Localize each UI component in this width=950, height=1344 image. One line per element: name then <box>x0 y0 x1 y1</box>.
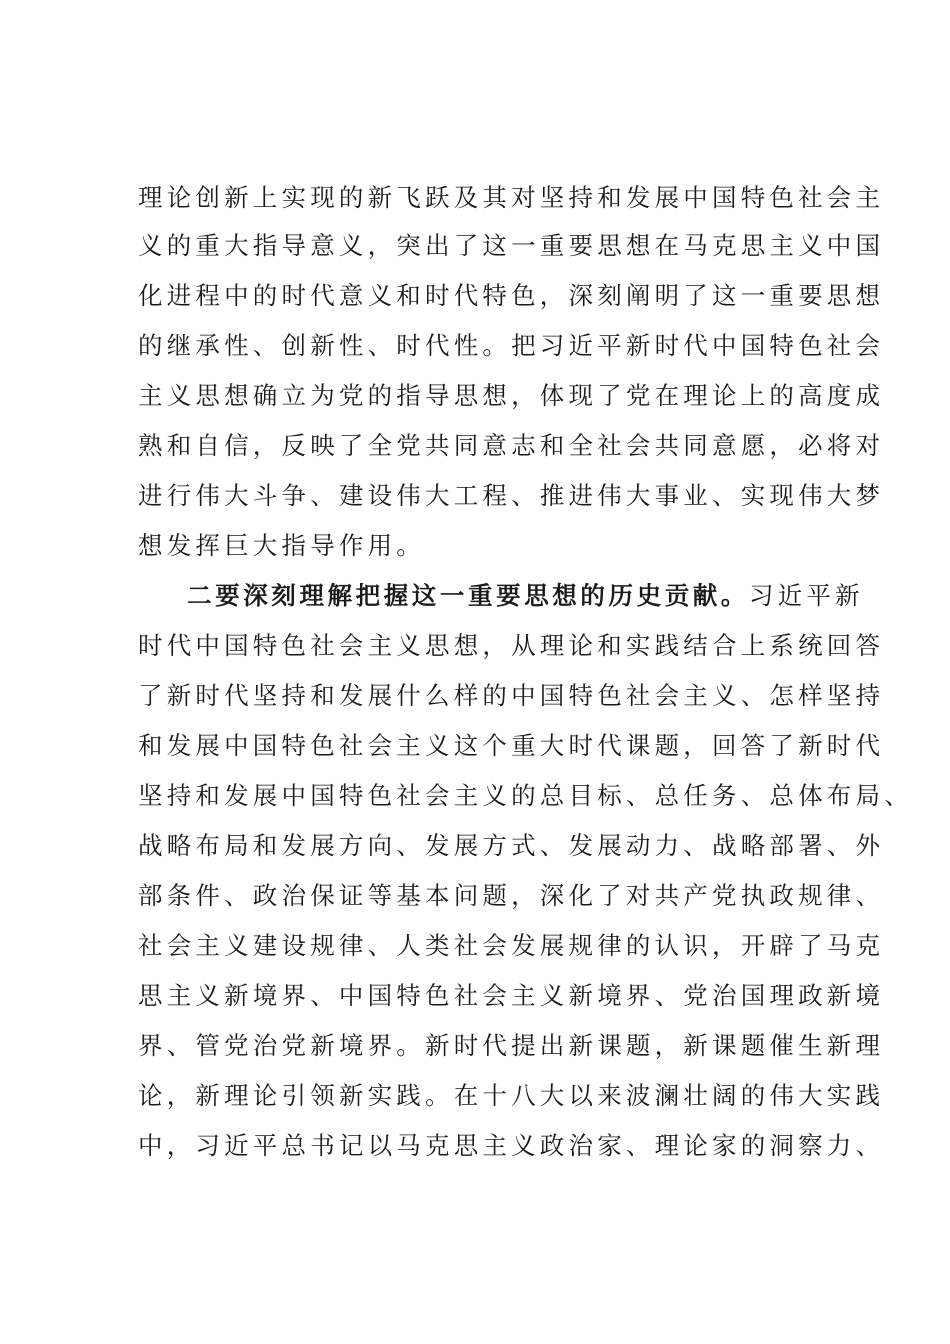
paragraph-2-line-12: 中，习近平总书记以马克思主义政治家、理论家的洞察力、 <box>138 1131 885 1160</box>
paragraph-1-line-2: 义的重大指导意义，突出了这一重要思想在马克思主义中国 <box>138 231 885 260</box>
paragraph-2-line-7: 部条件、政治保证等基本问题，深化了对共产党执政规律、 <box>138 881 885 910</box>
paragraph-2-line-4: 和发展中国特色社会主义这个重大时代课题，回答了新时代 <box>138 731 885 760</box>
paragraph-2-line-8: 社会主义建设规律、人类社会发展规律的认识，开辟了马克 <box>138 931 885 960</box>
paragraph-2-line-2: 时代中国特色社会主义思想，从理论和实践结合上系统回答 <box>138 631 885 660</box>
paragraph-2-line-10: 界、管党治党新境界。新时代提出新课题，新课题催生新理 <box>138 1031 885 1060</box>
paragraph-1-line-8: 想发挥巨大指导作用。 <box>138 531 425 560</box>
paragraph-2-heading: 二要深刻理解把握这一重要思想的历史贡献。 <box>187 581 749 610</box>
paragraph-2-line-9: 思主义新境界、中国特色社会主义新境界、党治国理政新境 <box>138 981 885 1010</box>
paragraph-1-line-4: 的继承性、创新性、时代性。把习近平新时代中国特色社会 <box>138 331 885 360</box>
paragraph-2-line-5: 坚持和发展中国特色社会主义的总目标、总任务、总体布局、 <box>138 781 913 810</box>
paragraph-1-line-6: 熟和自信，反映了全党共同意志和全社会共同意愿，必将对 <box>138 431 885 460</box>
paragraph-1-line-7: 进行伟大斗争、建设伟大工程、推进伟大事业、实现伟大梦 <box>138 481 885 510</box>
paragraph-2-line-3: 了新时代坚持和发展什么样的中国特色社会主义、怎样坚持 <box>138 681 885 710</box>
paragraph-1-line-3: 化进程中的时代意义和时代特色，深刻阐明了这一重要思想 <box>138 281 885 310</box>
paragraph-2-line-11: 论，新理论引领新实践。在十八大以来波澜壮阔的伟大实践 <box>138 1081 885 1110</box>
paragraph-2-line-6: 战略布局和发展方向、发展方式、发展动力、战略部署、外 <box>138 831 885 860</box>
paragraph-1-line-1: 理论创新上实现的新飞跃及其对坚持和发展中国特色社会主 <box>138 183 885 212</box>
paragraph-2-first-line-rest: 习近平新 <box>749 581 864 610</box>
paragraph-1-line-5: 主义思想确立为党的指导思想，体现了党在理论上的高度成 <box>138 381 885 410</box>
paragraph-2-line-1 <box>187 581 864 611</box>
